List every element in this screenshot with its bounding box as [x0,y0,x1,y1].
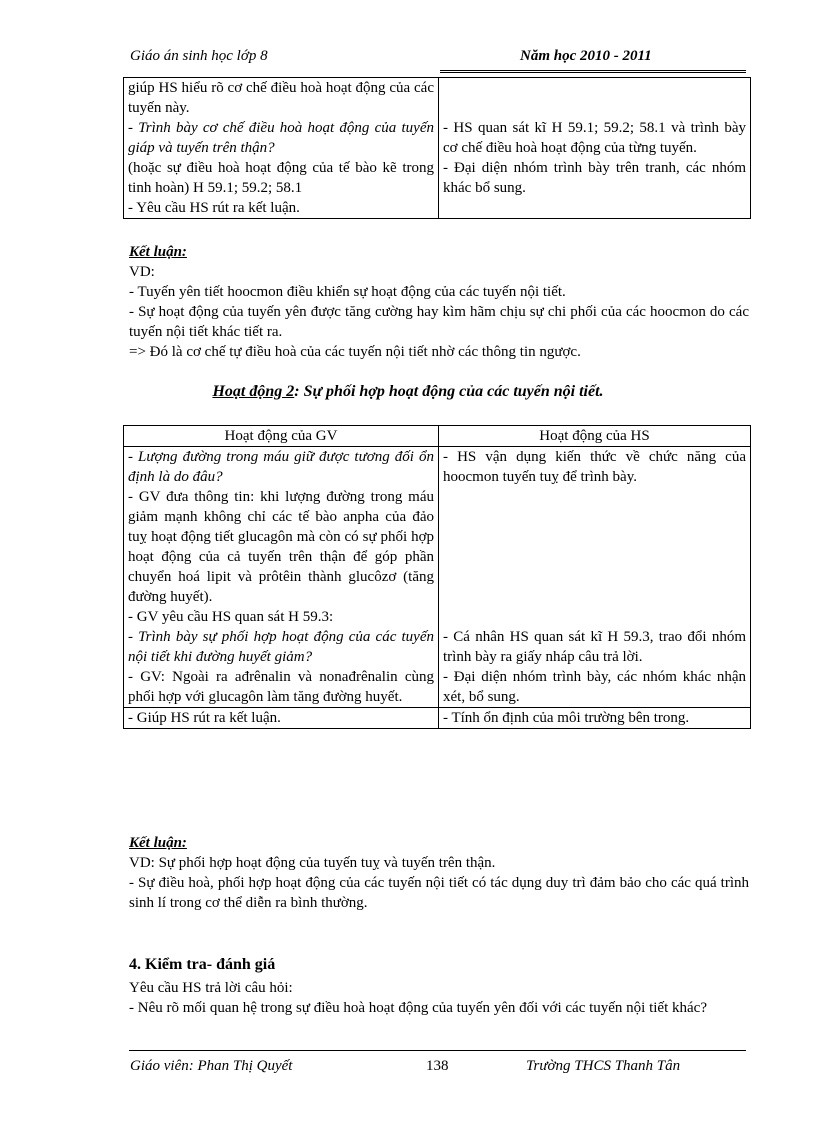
conclusion-line: => Đó là cơ chế tự điều hoà của các tuyến nội tiết nhờ các thông tin ngược. [129,344,581,360]
cell-line: giúp HS hiểu rõ cơ chế điều hoà hoạt động của các tuyến này. [128,80,434,116]
hs-column [439,447,751,708]
cell-line: - Tính ổn định của môi trường bên trong. [443,710,690,726]
conclusion-line: - Sự hoạt động của tuyến yên được tăng cường hay kìm hãm chịu sự chi phối của các hoocmon do các tuyến nội tiết khác tiết ra. [129,304,749,340]
section-4-body [129,978,749,1018]
cell-line: - GV: Ngoài ra ađrênalin và nonađrênalin cùng phối hợp với glucagôn làm tăng đường huyết. [128,669,434,705]
hs-conclusion-cell [439,708,751,729]
gv-column [124,447,439,708]
conclusion-line: VD: Sự phối hợp hoạt động của tuyến tuỵ và tuyến trên thận. [129,855,496,871]
conclusion-2 [129,833,749,913]
header-school-year: Năm học 2010 - 2011 [520,48,652,64]
cell-line: - Cá nhân HS quan sát kĩ H 59.3, trao đổi nhóm trình bày ra giấy nháp câu trả lời. [443,629,746,665]
cell-line: - Đại diện nhóm trình bày, các nhóm khác nhận xét, bổ sung. [443,669,746,705]
question-line: - Nêu rõ mối quan hệ trong sự điều hoà hoạt động của tuyến yên đối với các tuyến nội tiết khác? [129,1000,707,1016]
conclusion-label: Kết luận: [129,244,187,260]
cell-line: - HS vận dụng kiến thức về chức năng của hoocmon tuyến tuỵ để trình bày. [443,449,746,485]
footer-rule [129,1050,746,1051]
cell-line: - Giúp HS rút ra kết luận. [128,710,281,726]
header-subject: Giáo án sinh học lớp 8 [130,48,268,64]
footer-teacher: Giáo viên: Phan Thị Quyết [130,1058,293,1074]
page-number: 138 [426,1058,449,1074]
hs-column [439,78,751,219]
cell-line: - HS quan sát kĩ H 59.1; 59.2; 58.1 và trình bày cơ chế điều hoà hoạt động của từng tuyến. [443,120,746,156]
conclusion-line: - Tuyến yên tiết hoocmon điều khiển sự hoạt động của các tuyến nội tiết. [129,284,566,300]
conclusion-line: - Sự điều hoà, phối hợp hoạt động của các tuyến nội tiết có tác dụng duy trì đảm bảo cho các quá trình sinh lí trong cơ thể diễn ra bình thường. [129,875,749,911]
conclusion-label: Kết luận: [129,835,187,851]
cell-line: - GV yêu cầu HS quan sát H 59.3: [128,609,334,625]
column-header-gv: Hoạt động của GV [124,426,439,447]
cell-line: - Yêu cầu HS rút ra kết luận. [128,200,300,216]
activity2-table [123,425,751,729]
column-header-hs: Hoạt động của HS [439,426,751,447]
header-rule [440,70,746,73]
cell-line: - GV đưa thông tin: khi lượng đường trong máu giảm mạnh không chỉ các tế bào anpha của đảo tuỵ hoạt động tiết glucagôn mà còn có sự phối hợp hoạt động của cả tuyến trên thận để góp phần chuyển hoá lipit và prôtêin thành glucôzơ (tăng đường huyết). [128,489,434,605]
cell-line: (hoặc sự điều hoà hoạt động của tế bào kẽ trong tinh hoàn) H 59.1; 59.2; 58.1 [128,160,434,196]
activity2-heading [0,383,816,401]
conclusion-line: VD: [129,264,155,280]
activity2-title: : Sự phối hợp hoạt động của các tuyến nội tiết. [294,383,604,400]
conclusion-1 [129,242,749,362]
cell-line: - Trình bày sự phối hợp hoạt động của các tuyến nội tiết khi đường huyết giảm? [128,629,434,665]
section-4-title: 4. Kiểm tra- đánh giá [129,956,276,973]
gv-conclusion-cell [124,708,439,729]
question-line: Yêu cầu HS trả lời câu hỏi: [129,980,293,996]
cell-line: - Trình bày cơ chế điều hoà hoạt động của tuyến giáp và tuyến trên thận? [128,120,434,156]
footer-school: Trường THCS Thanh Tân [526,1058,681,1074]
cell-line: - Đại diện nhóm trình bày trên tranh, các nhóm khác bổ sung. [443,160,746,196]
gv-column [124,78,439,219]
page-header [130,48,746,70]
cell-line: - Lượng đường trong máu giữ được tương đối ổn định là do đâu? [128,449,434,485]
activity1-table [123,77,751,219]
activity2-label: Hoạt động 2 [212,383,295,400]
